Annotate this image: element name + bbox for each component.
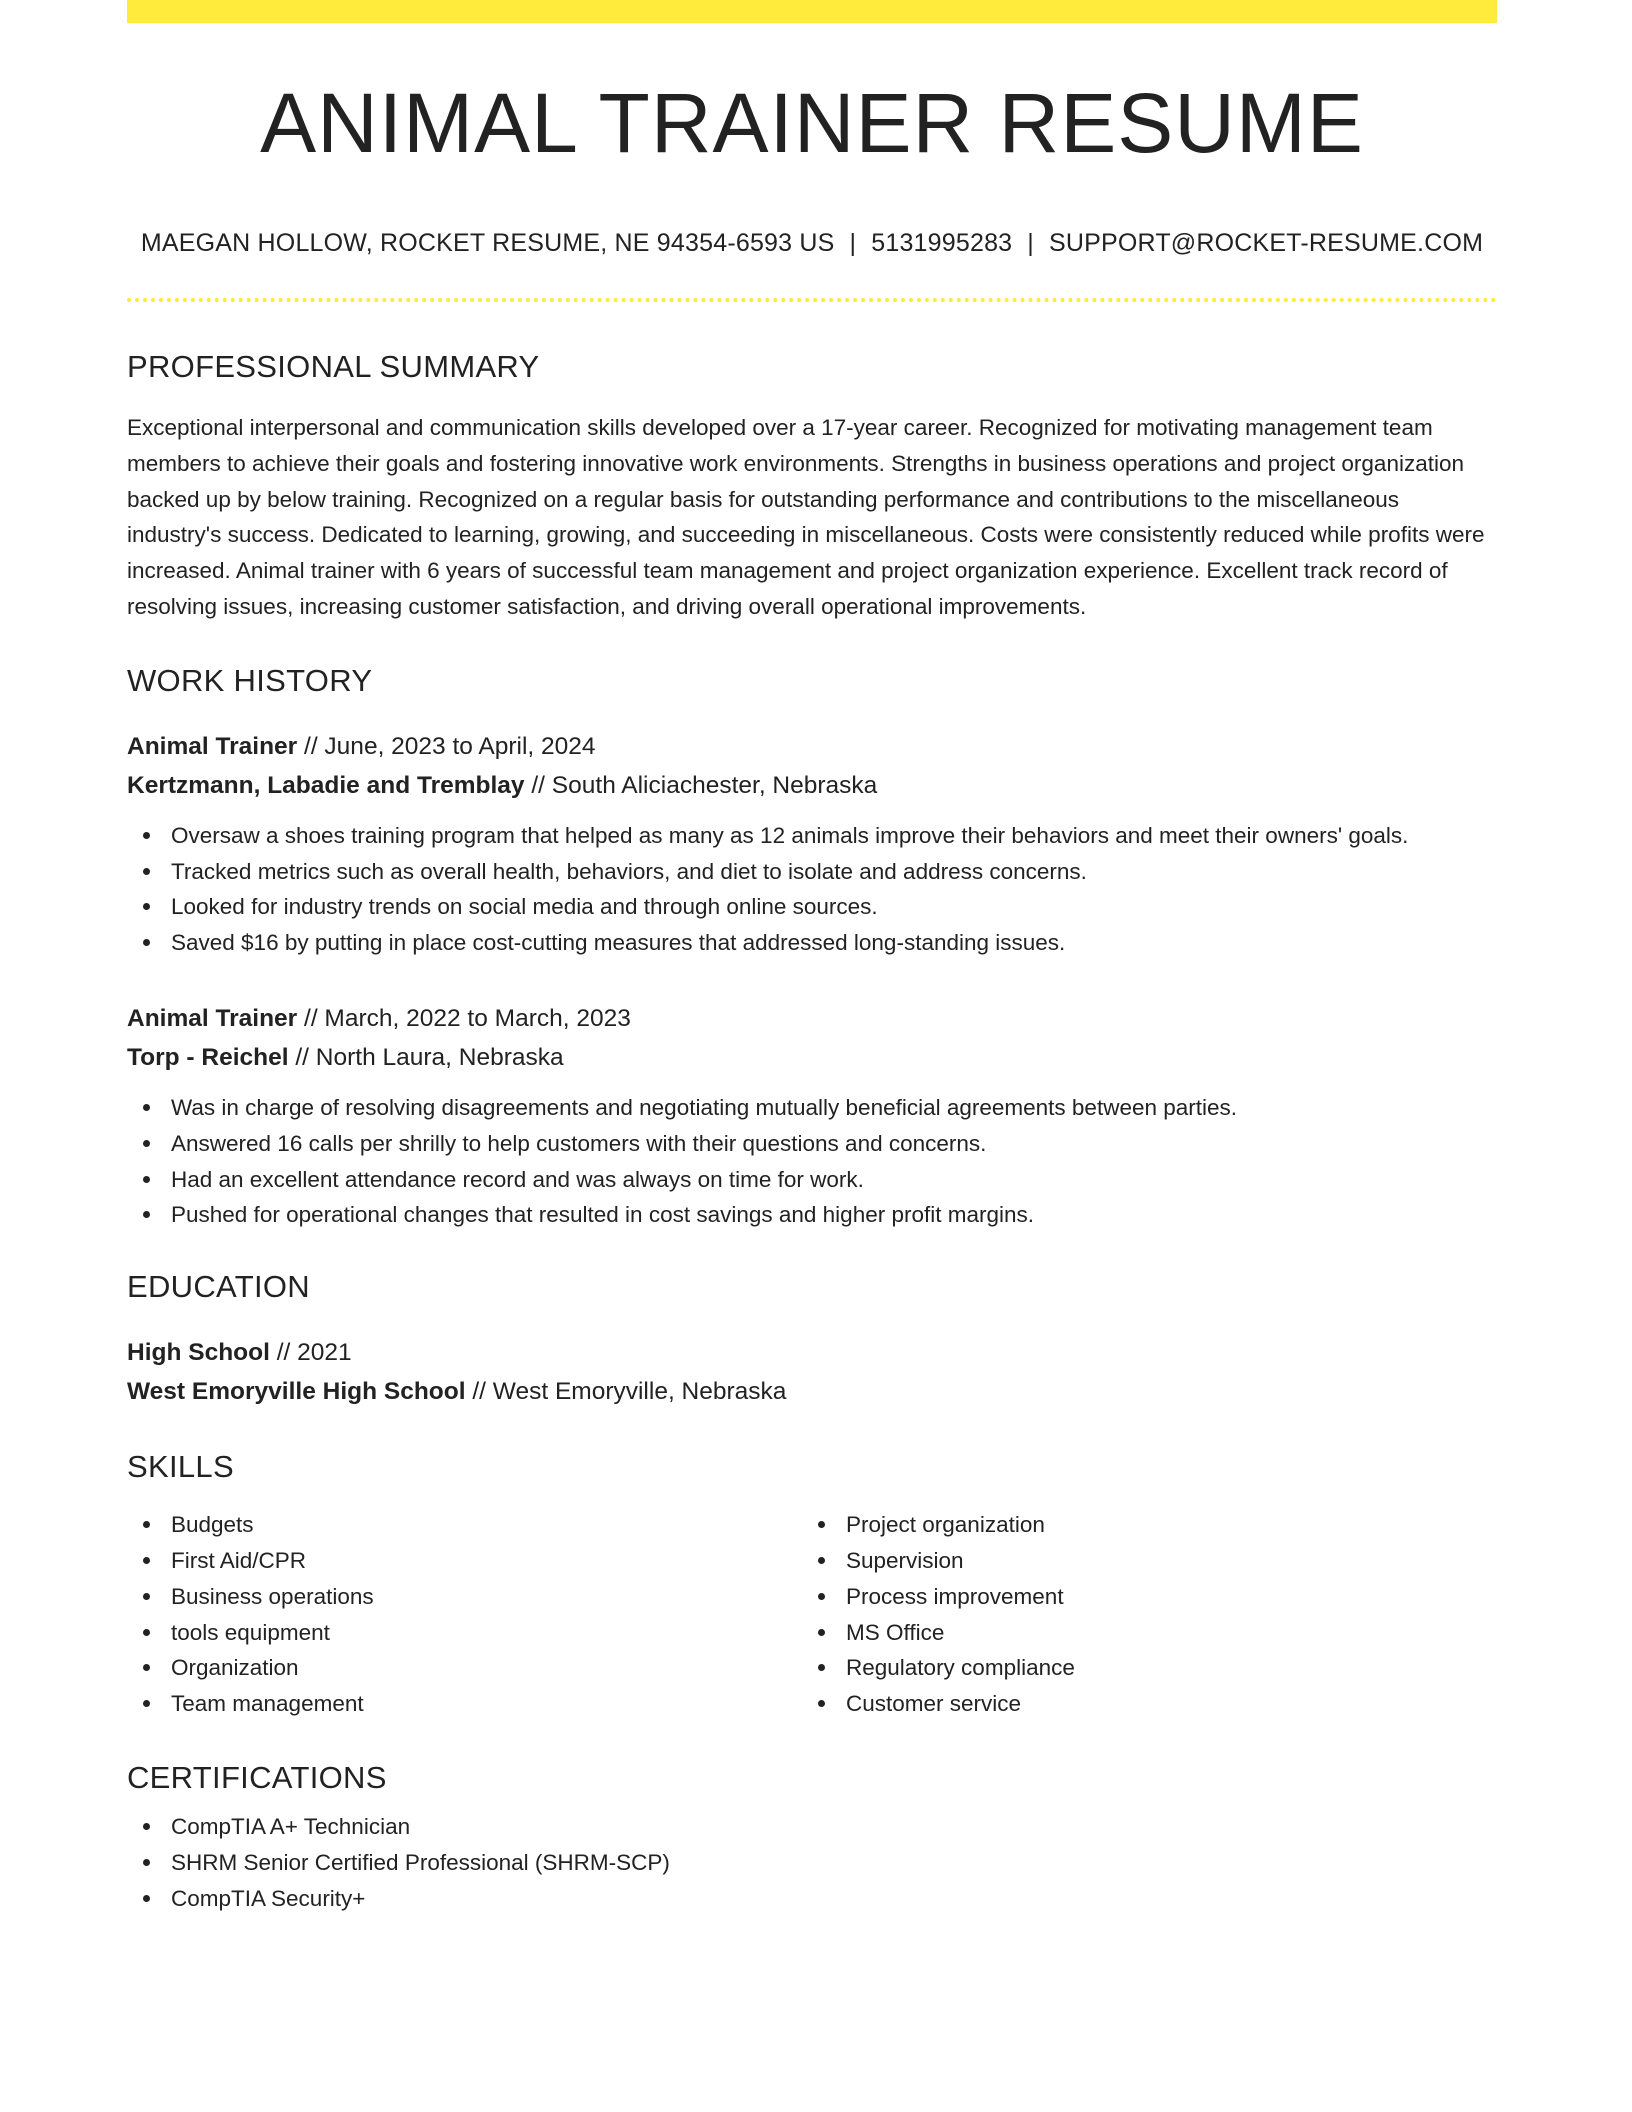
- skill-item: Process improvement: [802, 1579, 1477, 1615]
- work-history-heading: WORK HISTORY: [127, 662, 373, 698]
- contact-separator: |: [849, 229, 857, 257]
- certification-item: CompTIA A+ Technician: [127, 1809, 1497, 1845]
- resume-page: [127, 0, 1497, 1916]
- contact-separator: |: [1027, 229, 1034, 257]
- certification-item: SHRM Senior Certified Professional (SHRM-SCP): [127, 1845, 1497, 1881]
- list-item: Looked for industry trends on social media and through online sources.: [127, 889, 1497, 925]
- contact-email: SUPPORT@ROCKET-RESUME.COM: [1049, 229, 1484, 257]
- list-item: Was in charge of resolving disagreements and negotiating mutually beneficial agreements between parties.: [127, 1090, 1497, 1126]
- job-entry: [127, 727, 1497, 961]
- skill-item: Supervision: [802, 1543, 1477, 1579]
- skill-item: Team management: [127, 1686, 802, 1722]
- contact-phone: 5131995283: [871, 229, 1013, 257]
- education-entry: [127, 1333, 1497, 1411]
- job-title-line: [127, 999, 1497, 1038]
- job-company: Torp - Reichel: [127, 1043, 289, 1071]
- education-location: // West Emoryville, Nebraska: [472, 1378, 787, 1406]
- list-item: Saved $16 by putting in place cost-cutting measures that addressed long-standing issues.: [127, 925, 1497, 961]
- skill-item: Organization: [127, 1650, 802, 1686]
- certification-item: CompTIA Security+: [127, 1881, 1497, 1917]
- summary-heading: PROFESSIONAL SUMMARY: [127, 349, 540, 384]
- education-heading: EDUCATION: [127, 1269, 310, 1305]
- education-degree-line: [127, 1333, 1497, 1372]
- certifications-list: [127, 1809, 1497, 1916]
- skills-list-left: [127, 1507, 802, 1722]
- job-bullets: [127, 818, 1497, 961]
- contact-address: MAEGAN HOLLOW, ROCKET RESUME, NE 94354-6593 US: [140, 229, 835, 257]
- job-location: // South Aliciachester, Nebraska: [531, 771, 878, 799]
- job-company: Kertzmann, Labadie and Tremblay: [127, 771, 525, 799]
- skill-item: Budgets: [127, 1507, 802, 1543]
- list-item: Pushed for operational changes that resulted in cost savings and higher profit margins.: [127, 1197, 1497, 1233]
- education-degree: High School: [127, 1339, 270, 1367]
- skill-item: Regulatory compliance: [802, 1650, 1477, 1686]
- job-bullets: [127, 1090, 1497, 1233]
- skill-item: MS Office: [802, 1615, 1477, 1651]
- list-item: Tracked metrics such as overall health, behaviors, and diet to isolate and address concerns.: [127, 854, 1497, 890]
- skills-list-right: [802, 1507, 1477, 1722]
- job-company-line: [127, 766, 1497, 805]
- job-dates: // June, 2023 to April, 2024: [304, 732, 596, 760]
- education-year: // 2021: [276, 1339, 352, 1367]
- skill-item: First Aid/CPR: [127, 1543, 802, 1579]
- skill-item: Customer service: [802, 1686, 1477, 1722]
- job-title-line: [127, 727, 1497, 766]
- job-location: // North Laura, Nebraska: [295, 1043, 564, 1071]
- summary-text: Exceptional interpersonal and communication skills developed over a 17-year career. Recognized for motivating management team members to achieve their goals and fostering innovative work environments. Strengths in business operations and project organization backed up by below training. Recognized on a regular basis for outstanding performance and contributions to the miscellaneous industry's success. Dedicated to learning, growing, and succeeding in miscellaneous. Costs were consistently reduced while profits were increased. Animal trainer with 6 years of successful team management and project organization experience. Excellent track record of resolving issues, increasing customer satisfaction, and driving overall operational improvements.: [127, 415, 1485, 619]
- list-item: Oversaw a shoes training program that helped as many as 12 animals improve their behaviors and meet their owners' goals.: [127, 818, 1497, 854]
- certifications-heading: CERTIFICATIONS: [127, 1759, 387, 1795]
- list-item: Had an excellent attendance record and was always on time for work.: [127, 1162, 1497, 1198]
- job-dates: // March, 2022 to March, 2023: [304, 1004, 631, 1032]
- skills-columns: [127, 1507, 1497, 1722]
- skill-item: tools equipment: [127, 1615, 802, 1651]
- contact-line: [127, 229, 1497, 258]
- job-company-line: [127, 1038, 1497, 1077]
- job-title: Animal Trainer: [127, 732, 298, 760]
- skills-heading: SKILLS: [127, 1449, 234, 1485]
- job-title: Animal Trainer: [127, 1004, 298, 1032]
- dotted-divider: [127, 298, 1497, 302]
- skill-item: Business operations: [127, 1579, 802, 1615]
- education-school: West Emoryville High School: [127, 1378, 466, 1406]
- job-entry: [127, 999, 1497, 1233]
- list-item: Answered 16 calls per shrilly to help customers with their questions and concerns.: [127, 1126, 1497, 1162]
- education-school-line: [127, 1372, 1497, 1411]
- skill-item: Project organization: [802, 1507, 1477, 1543]
- accent-top-bar: [127, 0, 1497, 23]
- resume-title: ANIMAL TRAINER RESUME: [260, 76, 1364, 170]
